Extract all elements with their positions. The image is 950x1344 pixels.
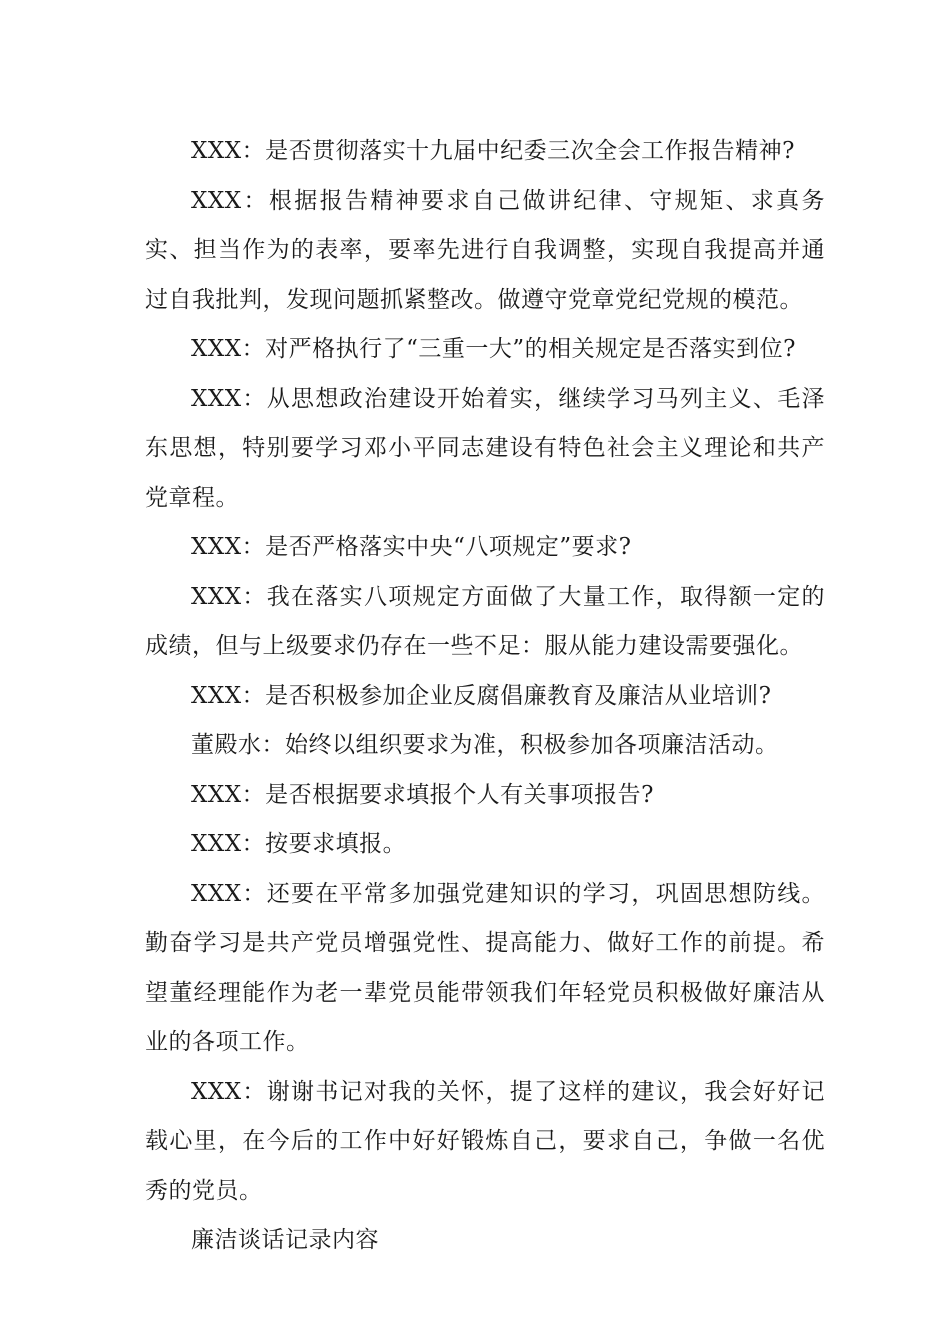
paragraph-question-5: XXX：是否根据要求填报个人有关事项报告?	[191, 781, 654, 808]
paragraph-answer-3: XXX：我在落实八项规定方面做了大量工作，取得额一定的成绩，但与上级要求仍存在一些不足：服从能力建设需要强化。	[145, 583, 825, 659]
paragraph-advice: XXX：还要在平常多加强党建知识的学习，巩固思想防线。勤奋学习是共产党员增强党性、提高能力、做好工作的前提。希望董经理能作为老一辈党员能带领我们年轻党员积极做好廉洁从业的各项工作。	[145, 880, 825, 1055]
paragraph-answer-1: XXX：根据报告精神要求自己做讲纪律、守规矩、求真务实、担当作为的表率，要率先进行自我调整，实现自我提高并通过自我批判，发现问题抓紧整改。做遵守党章党纪党规的模范。	[145, 187, 825, 313]
section-heading: 廉洁谈话记录内容	[191, 1227, 379, 1253]
paragraph-response: XXX：谢谢书记对我的关怀，提了这样的建议，我会好好记载心里，在今后的工作中好好锻炼自己，要求自己，争做一名优秀的党员。	[145, 1078, 825, 1204]
paragraph-question-1: XXX：是否贯彻落实十九届中纪委三次全会工作报告精神?	[191, 138, 795, 164]
document-body	[145, 127, 825, 1266]
paragraph-question-2: XXX：对严格执行了“三重一大”的相关规定是否落实到位?	[191, 336, 796, 362]
paragraph-question-4: XXX：是否积极参加企业反腐倡廉教育及廉洁从业培训?	[191, 682, 772, 709]
paragraph-question-3: XXX：是否严格落实中央“八项规定”要求?	[191, 534, 632, 560]
paragraph-answer-5: XXX：按要求填报。	[191, 831, 407, 857]
paragraph-answer-4: 董殿水：始终以组织要求为准，积极参加各项廉洁活动。	[191, 732, 779, 758]
paragraph-answer-2: XXX：从思想政治建设开始着实，继续学习马列主义、毛泽东思想，特别要学习邓小平同志建设有特色社会主义理论和共产党章程。	[145, 385, 825, 511]
